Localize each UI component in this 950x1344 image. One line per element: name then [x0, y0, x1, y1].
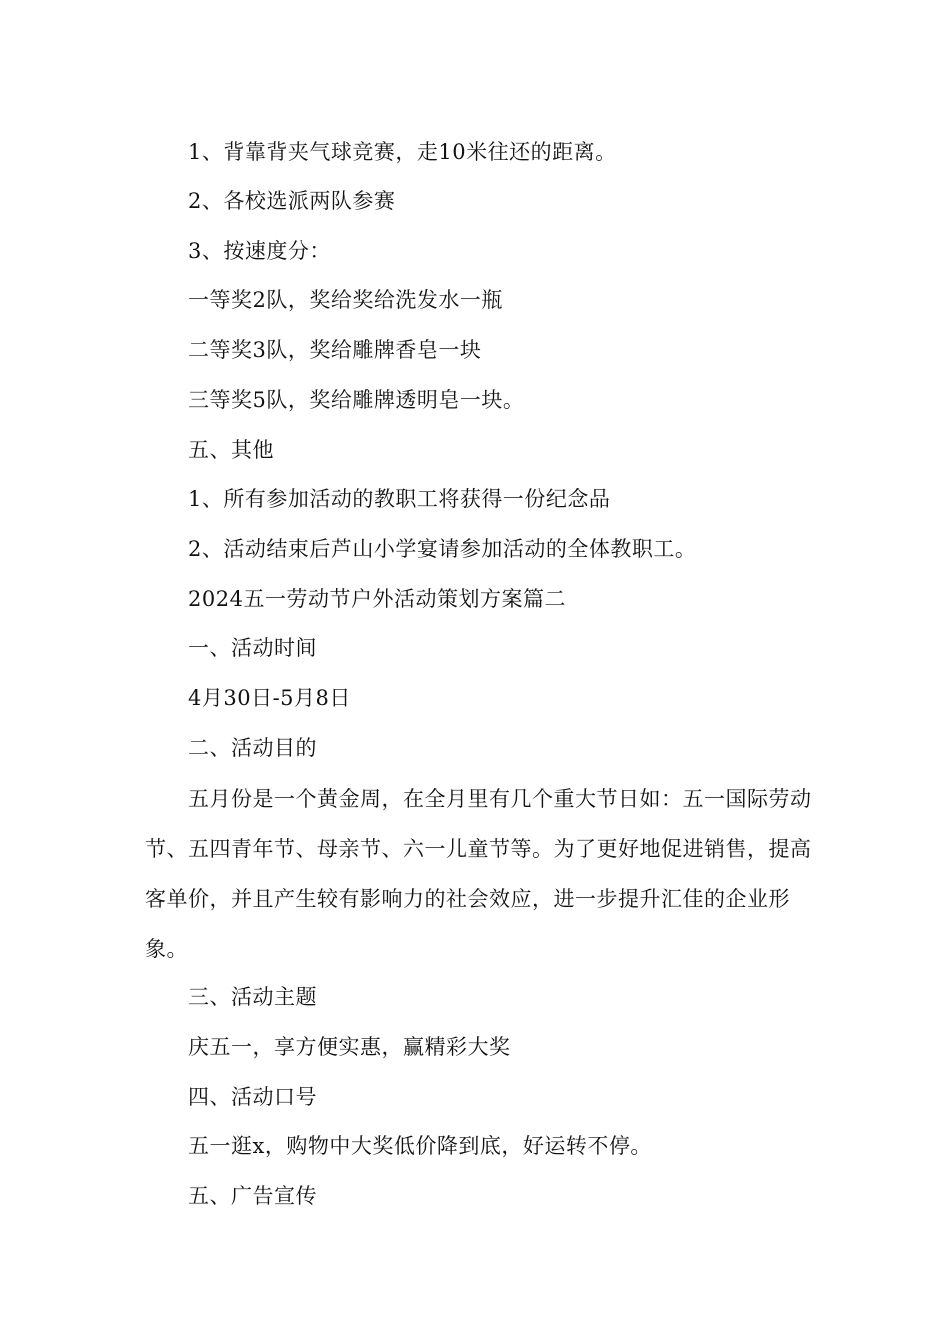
section-heading: 五、广告宣传: [188, 1184, 317, 1208]
text-line: 二等奖3队，奖给雕牌香皂一块: [188, 338, 482, 362]
text-line: 庆五一，享方便实惠，赢精彩大奖: [188, 1035, 511, 1059]
text-line: 4月30日-5月8日: [188, 686, 351, 710]
paragraph-text: 五月份是一个黄金周，在全月里有几个重大节日如：五一国际劳动节、五四青年节、母亲节、六一儿童节等。为了更好地促进销售，提高客单价，并且产生较有影响力的社会效应，进一步提升汇佳的企业形象。: [145, 787, 812, 961]
text-line: 2、活动结束后芦山小学宴请参加活动的全体教职工。: [188, 537, 697, 561]
text-line: 1、所有参加活动的教职工将获得一份纪念品: [188, 487, 611, 511]
body-paragraph: [145, 774, 815, 974]
text-line: 2、各校选派两队参赛: [188, 189, 396, 213]
document-title: 2024五一劳动节户外活动策划方案篇二: [188, 587, 566, 611]
section-heading: 四、活动口号: [188, 1085, 317, 1109]
text-line: 一等奖2队，奖给奖给洗发水一瓶: [188, 288, 503, 312]
section-heading: 一、活动时间: [188, 636, 317, 660]
text-line: 三等奖5队，奖给雕牌透明皂一块。: [188, 388, 525, 412]
text-line: 五一逛x，购物中大奖低价降到底，好运转不停。: [188, 1134, 652, 1158]
section-heading: 二、活动目的: [188, 736, 317, 760]
text-line: 1、背靠背夹气球竞赛，走10米往还的距离。: [188, 140, 617, 164]
section-heading: 三、活动主题: [188, 985, 317, 1009]
section-heading: 五、其他: [188, 438, 274, 462]
text-line: 3、按速度分：: [188, 239, 331, 263]
